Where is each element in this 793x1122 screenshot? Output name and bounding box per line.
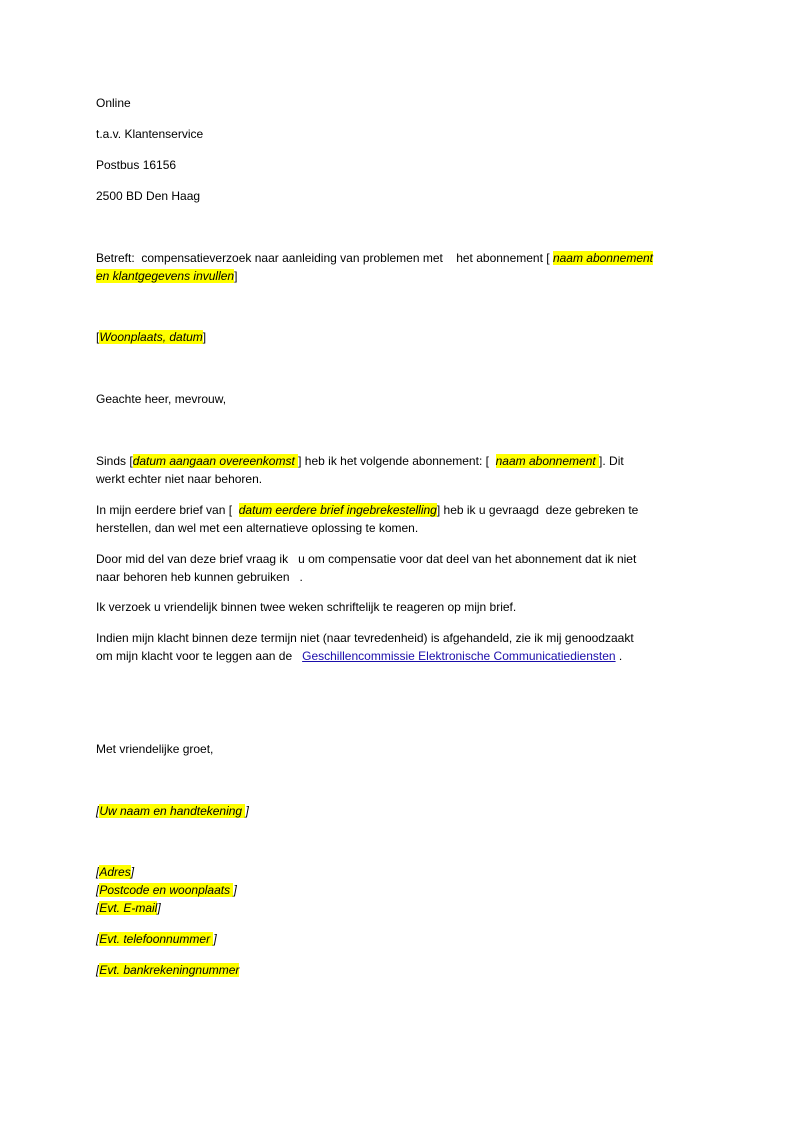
para5-suffix: . (615, 649, 623, 663)
sender-postcode-open: [ (96, 883, 100, 897)
sender-bank-open: [ (96, 963, 100, 977)
recipient-city: 2500 BD Den Haag (96, 189, 201, 203)
sender-address-close: ] (130, 865, 135, 879)
para5-prefix: om mijn klacht voor te leggen aan de (96, 649, 303, 663)
recipient-attention: t.a.v. Klantenservice (96, 127, 204, 141)
para1-placeholder-1: datum aangaan overeenkomst (132, 454, 299, 468)
subject-placeholder-a: naam abonnement (552, 251, 654, 265)
salutation: Geachte heer, mevrouw, (96, 392, 227, 406)
sender-address-placeholder: Adres (99, 865, 131, 879)
subject-placeholder-b: en klantgegevens invullen (96, 269, 235, 283)
place-date-placeholder: Woonplaats, datum (99, 330, 203, 344)
sender-email-open: [ (96, 901, 100, 915)
sender-email-close: ] (157, 901, 161, 915)
place-date-open: [ (96, 330, 100, 344)
sender-postcode-close: ] (233, 883, 237, 897)
paragraph-5-line-2 (96, 647, 696, 665)
paragraph-4: Ik verzoek u vriendelijk binnen twee weken schriftelijk te reageren op mijn brief. (96, 600, 517, 614)
para2-placeholder: datum eerdere brief ingebrekestelling (238, 503, 437, 517)
sender-postcode-placeholder: Postcode en woonplaats (99, 883, 234, 897)
paragraph-5-line-1: Indien mijn klacht binnen deze termijn niet (naar tevredenheid) is afgehandeld, zie ik mij genoodzaakt (96, 631, 634, 645)
sender-email (96, 899, 696, 917)
subject-line-2 (96, 267, 696, 285)
place-date (96, 328, 696, 346)
subject-line (96, 249, 696, 267)
subject-prefix: Betreft: compensatieverzoek naar aanleiding van problemen met het abonnement [ (96, 251, 553, 265)
sender-email-placeholder: Evt. E-mail (99, 901, 158, 915)
paragraph-3-line-2: naar behoren heb kunnen gebruiken . (96, 570, 303, 584)
sender-address-open: [ (96, 865, 100, 879)
para1-placeholder-2: naam abonnement (495, 454, 600, 468)
sender-name-open: [ (96, 804, 100, 818)
recipient-postbox: Postbus 16156 (96, 158, 177, 172)
sender-name (96, 802, 696, 820)
sender-bank (96, 961, 696, 979)
sender-phone (96, 930, 696, 948)
closing: Met vriendelijke groet, (96, 742, 214, 756)
sender-postcode (96, 881, 696, 899)
subject-close: ] (234, 269, 238, 283)
para1-text-1: Sinds [ (96, 454, 133, 468)
para2-text-2: ] heb ik u gevraagd deze gebreken te (436, 503, 639, 517)
place-date-close: ] (202, 330, 207, 344)
paragraph-2-line-2: herstellen, dan wel met een alternatieve oplossing te komen. (96, 521, 419, 535)
paragraph-2-line-1 (96, 501, 696, 519)
para1-text-2: ] heb ik het volgende abonnement: [ (298, 454, 496, 468)
sender-phone-close: ] (213, 932, 217, 946)
recipient-name: Online (96, 96, 131, 110)
paragraph-1-line-2: werkt echter niet naar behoren. (96, 472, 263, 486)
paragraph-3-line-1: Door mid del van deze brief vraag ik u om compensatie voor dat deel van het abonnement dat ik niet (96, 552, 637, 566)
sender-phone-placeholder: Evt. telefoonnummer (99, 932, 214, 946)
sender-bank-placeholder: Evt. bankrekeningnummer (99, 963, 240, 977)
sender-name-close: ] (245, 804, 249, 818)
para2-text-1: In mijn eerdere brief van [ (96, 503, 239, 517)
sender-address (96, 863, 696, 881)
para1-text-3: ]. Dit (599, 454, 624, 468)
geschillencommissie-link[interactable]: Geschillencommissie Elektronische Communicatiediensten (302, 649, 616, 663)
sender-phone-open: [ (96, 932, 100, 946)
paragraph-1-line-1 (96, 452, 696, 470)
sender-name-placeholder: Uw naam en handtekening (99, 804, 246, 818)
